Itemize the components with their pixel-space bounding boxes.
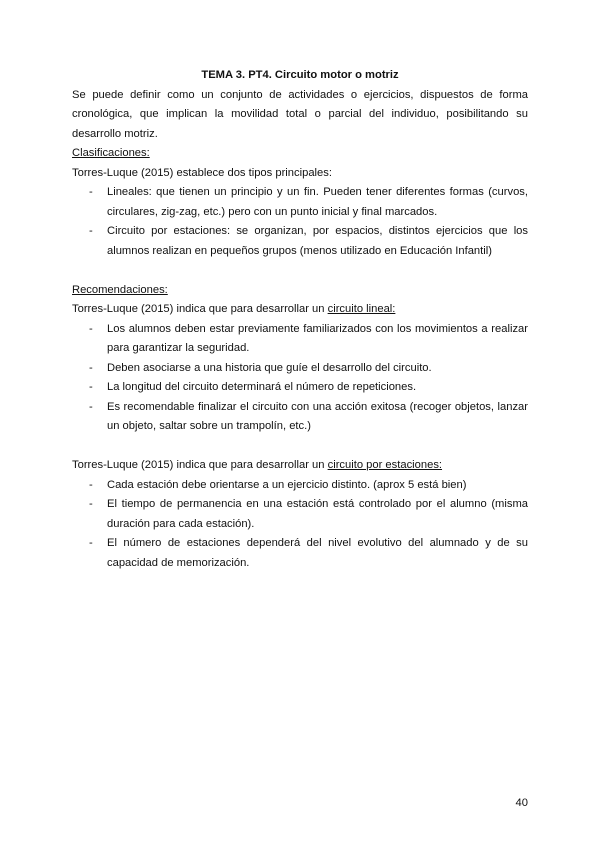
dash-bullet: - <box>89 322 93 335</box>
dash-bullet: - <box>89 400 93 413</box>
list-item-text: Es recomendable finalizar el circuito con una acción exitosa (recoger objetos, lanzar un objeto, saltar sobre un trampolín, etc.) <box>107 400 528 432</box>
dash-bullet: - <box>89 225 93 237</box>
clasificaciones-heading: Clasificaciones: <box>72 147 150 159</box>
clasificaciones-lead: Torres-Luque (2015) establece dos tipos principales: <box>72 166 332 179</box>
recomendaciones-heading: Recomendaciones: <box>72 283 168 296</box>
lineal-lead-text: Torres-Luque (2015) indica que para desarrollar un <box>72 303 328 315</box>
estaciones-lead-text: Torres-Luque (2015) indica que para desarrollar un <box>72 459 328 471</box>
list-item <box>72 534 528 573</box>
lineal-lead <box>72 300 528 320</box>
dash-bullet: - <box>89 537 93 549</box>
list-item-text: Circuito por estaciones: se organizan, por espacios, distintos ejercicios que los alumnos realizan en pequeños grupos (menos utilizado en Educación Infantil) <box>107 225 528 257</box>
dash-bullet: - <box>89 478 93 491</box>
intro-paragraph: Se puede definir como un conjunto de actividades o ejercicios, dispuestos de forma cronológica, que implican la movilidad total o parcial del individuo, posibilitando su desarrollo motriz. <box>72 88 528 140</box>
list-item <box>72 222 528 261</box>
lineal-list <box>72 320 528 437</box>
list-item <box>72 183 528 222</box>
clasificaciones-list <box>72 183 528 261</box>
list-item <box>72 398 528 437</box>
list-item-text: Cada estación debe orientarse a un ejercicio distinto. (aprox 5 está bien) <box>107 478 467 491</box>
dash-bullet: - <box>89 498 93 510</box>
estaciones-term: circuito por estaciones: <box>327 459 443 471</box>
list-item <box>72 476 528 496</box>
list-item-text: Deben asociarse a una historia que guíe el desarrollo del circuito. <box>107 361 432 374</box>
list-item-text: Los alumnos deben estar previamente familiarizados con los movimientos a realizar para garantizar la seguridad. <box>107 322 528 354</box>
dash-bullet: - <box>89 361 93 374</box>
list-item <box>72 378 528 398</box>
estaciones-list <box>72 476 528 574</box>
list-item <box>72 359 528 379</box>
dash-bullet: - <box>89 186 93 198</box>
list-item-text: La longitud del circuito determinará el número de repeticiones. <box>107 381 417 393</box>
estaciones-lead <box>72 456 528 476</box>
dash-bullet: - <box>89 381 93 393</box>
list-item-text: El tiempo de permanencia en una estación está controlado por el alumno (misma duración para cada estación). <box>107 498 528 530</box>
list-item <box>72 495 528 534</box>
document-body <box>72 66 528 573</box>
list-item-text: El número de estaciones dependerá del nivel evolutivo del alumnado y de su capacidad de memorización. <box>107 537 528 569</box>
page-number: 40 <box>515 797 528 809</box>
spacer <box>72 437 528 457</box>
lineal-term: circuito lineal: <box>327 303 396 315</box>
spacer <box>72 261 528 281</box>
document-title: TEMA 3. PT4. Circuito motor o motriz <box>201 69 399 81</box>
list-item-text: Lineales: que tienen un principio y un fin. Pueden tener diferentes formas (curvos, circulares, zig-zag, etc.) pero con un punto inicial y final marcados. <box>107 186 528 218</box>
list-item <box>72 320 528 359</box>
